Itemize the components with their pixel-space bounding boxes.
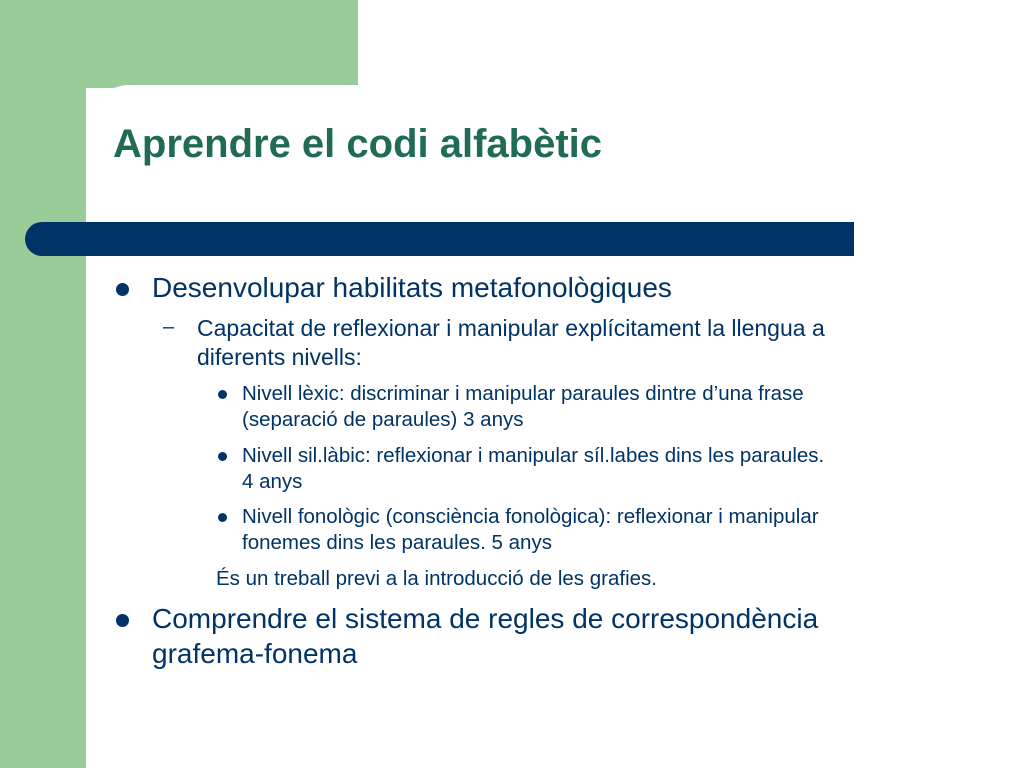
bullet-text: 4 anys: [242, 470, 303, 493]
bullet-text: Nivell lèxic: discriminar i manipular paraules dintre d’una frase: [242, 382, 804, 405]
bullet-text: Capacitat de reflexionar i manipular explícitament la llengua a: [197, 315, 825, 341]
note-line: [216, 566, 657, 592]
bullet-level2: [197, 314, 825, 372]
bullet-text: grafema-fonema: [152, 638, 358, 669]
bullet-text: Nivell sil.làbic: reflexionar i manipular síl.labes dins les paraules.: [242, 444, 825, 467]
bullet-text: Nivell fonològic (consciència fonològica): reflexionar i manipular: [242, 505, 819, 528]
bullet-text: És un treball previ a la introducció de les grafies.: [216, 567, 657, 590]
bullet-text: (separació de paraules) 3 anys: [242, 408, 524, 431]
dash-marker: –: [163, 316, 175, 338]
bullet-text: diferents nivells:: [197, 344, 362, 370]
bullet-level1: [152, 270, 672, 305]
bullet-level1: [152, 601, 818, 671]
bullet-dot: [116, 614, 129, 627]
bullet-text: fonemes dins les paraules. 5 anys: [242, 531, 552, 554]
bullet-dot: [218, 513, 227, 522]
bullet-dot: [218, 390, 227, 399]
bullet-level3: [242, 443, 824, 495]
bullet-dot: [218, 452, 227, 461]
bullet-level3: [242, 381, 804, 433]
bullet-text: Comprendre el sistema de regles de correspondència: [152, 603, 819, 634]
slide-title: Aprendre el codi alfabètic: [113, 122, 603, 166]
bullet-text: Desenvolupar habilitats metafonològiques: [152, 272, 672, 303]
bullet-level3: [242, 504, 819, 556]
bullet-dot: [116, 283, 129, 296]
